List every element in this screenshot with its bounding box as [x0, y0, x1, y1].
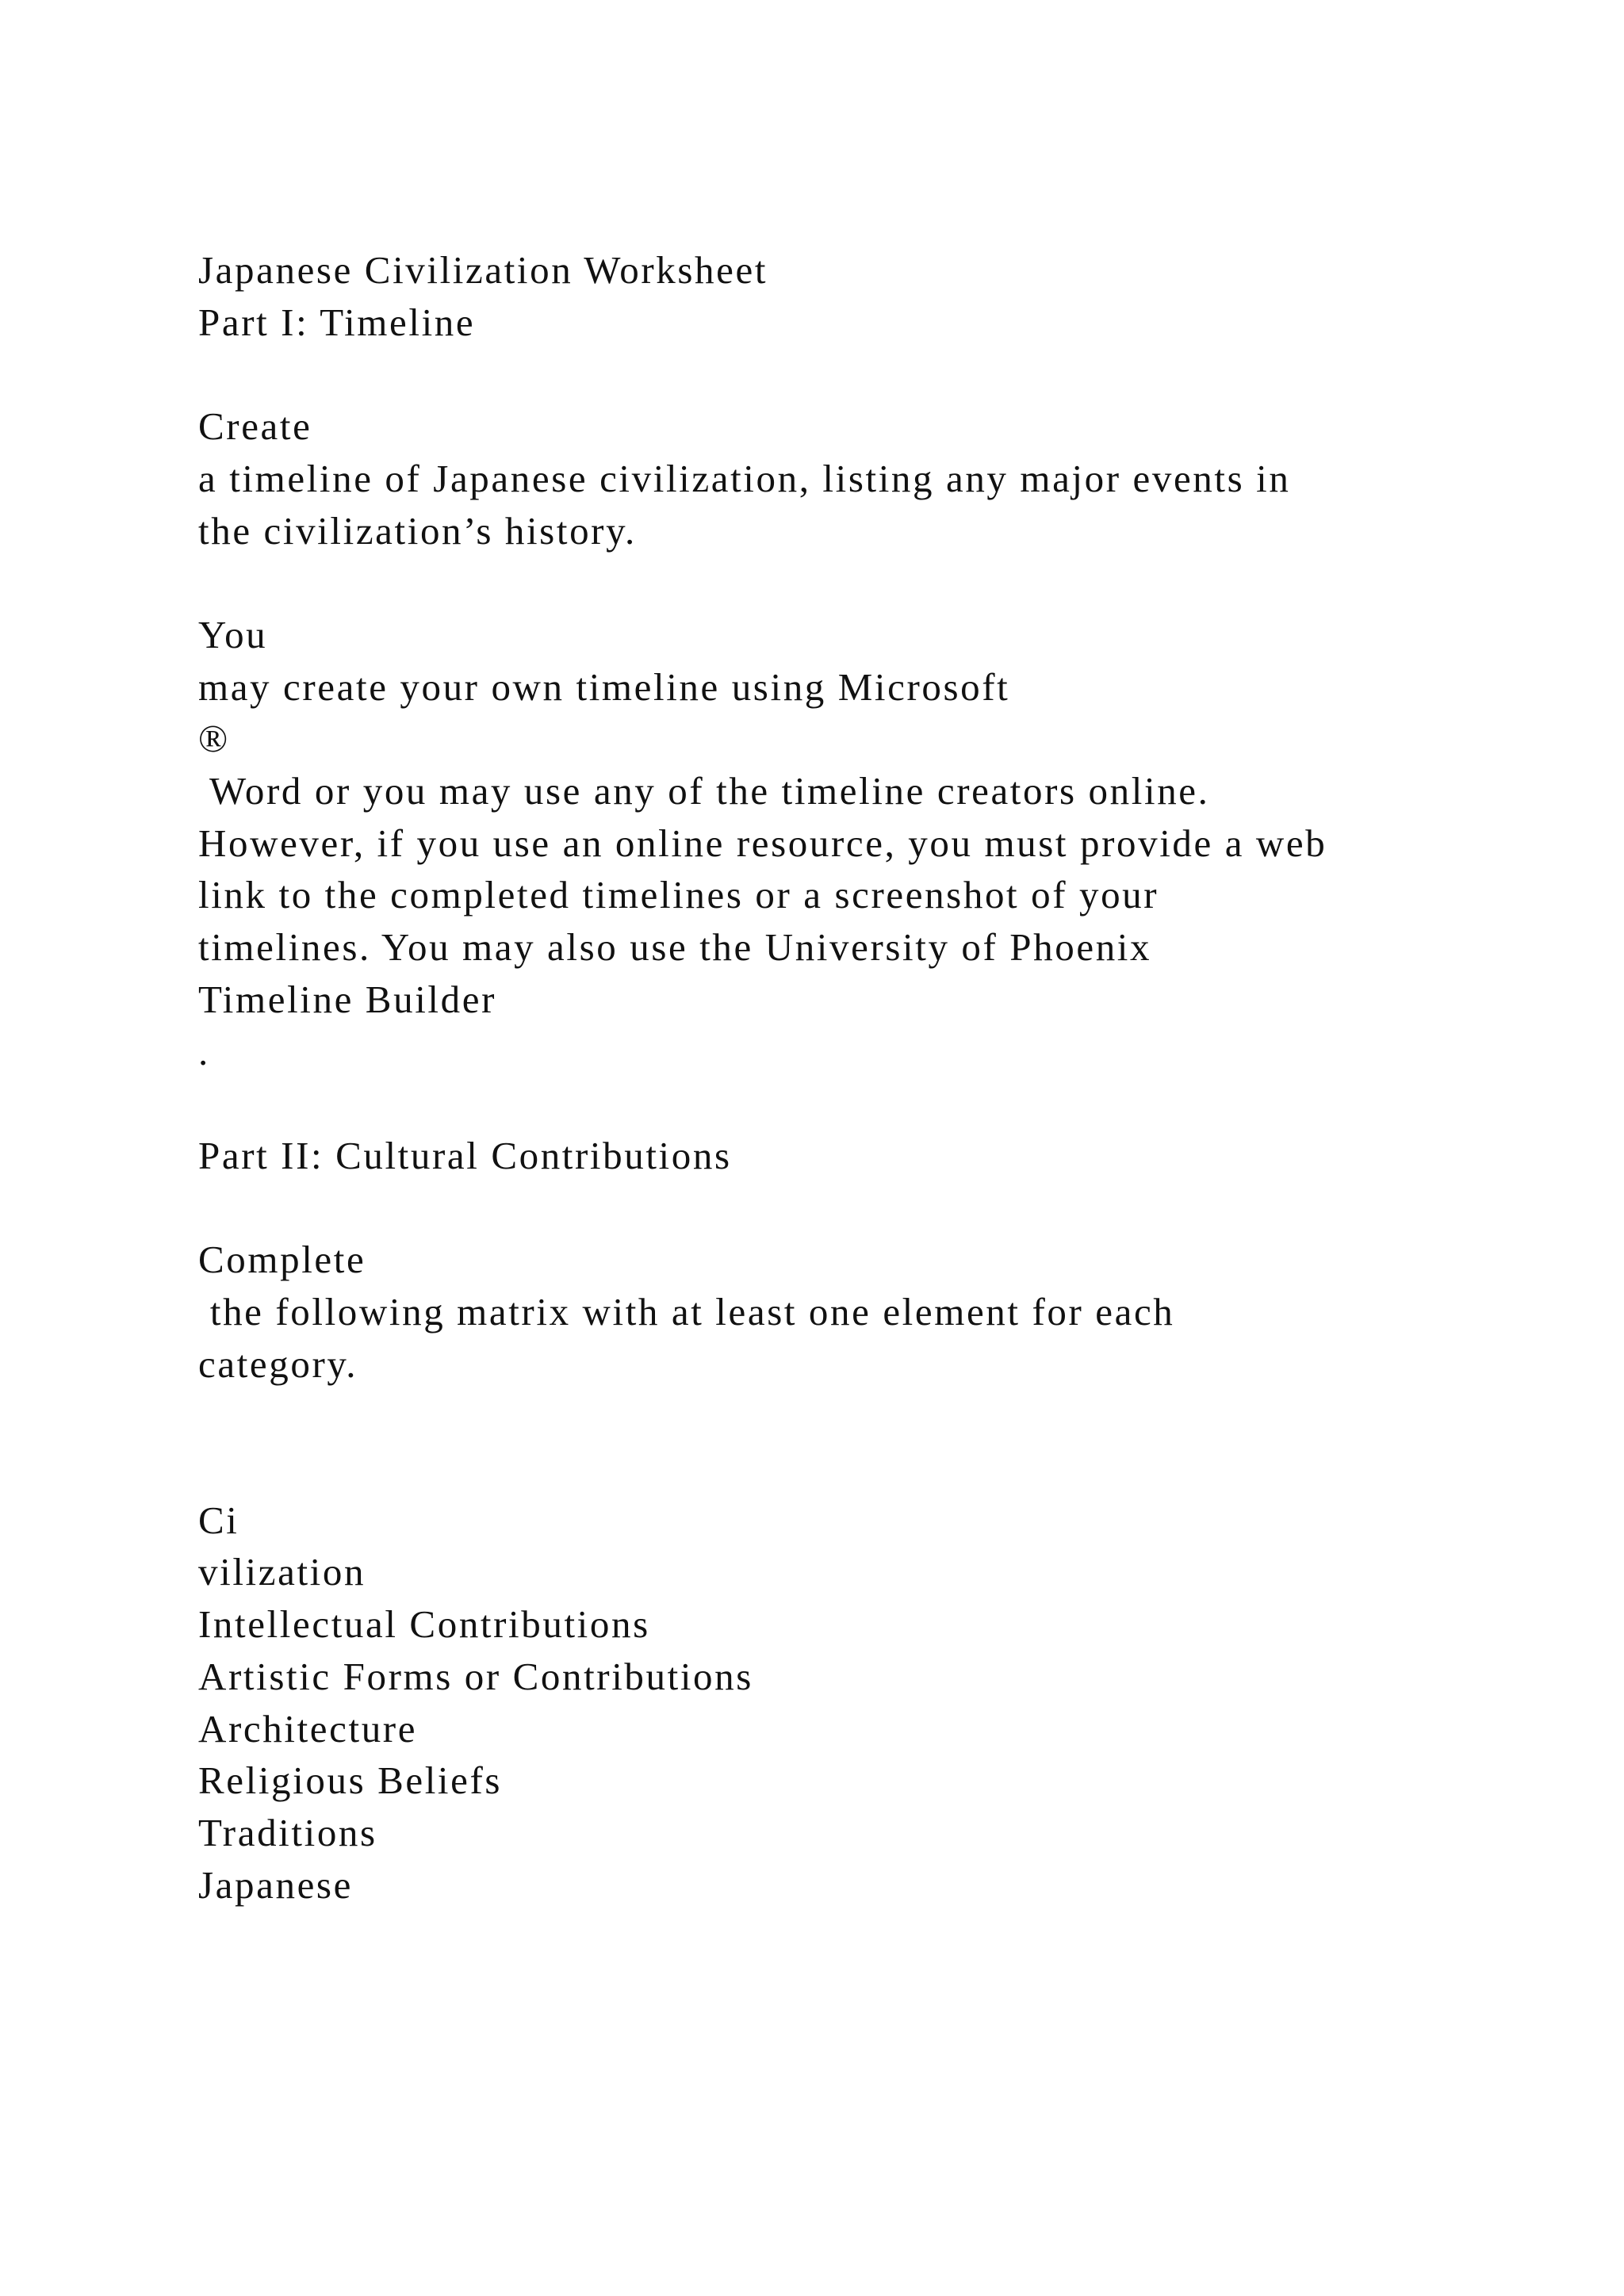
- part1-text-line: Create: [198, 404, 312, 449]
- part1-text-line: a timeline of Japanese civilization, listing any major events in: [198, 456, 1291, 500]
- part1-heading: Part I: Timeline: [198, 300, 476, 344]
- matrix-cell: Ci: [198, 1498, 239, 1542]
- document-body: [198, 244, 1546, 1911]
- document-title: Japanese Civilization Worksheet: [198, 248, 768, 292]
- matrix-cell: Religious Beliefs: [198, 1758, 503, 1803]
- matrix-cell: Artistic Forms or Contributions: [198, 1654, 753, 1698]
- spacer: [198, 1077, 1546, 1130]
- registered-symbol: ®: [198, 717, 230, 761]
- matrix-cell: vilization: [198, 1550, 366, 1594]
- matrix-cell: Traditions: [198, 1811, 377, 1854]
- spacer: [198, 1182, 1546, 1234]
- part2-heading: Part II: Cultural Contributions: [198, 1133, 732, 1177]
- part1-text-line: You: [198, 612, 268, 656]
- spacer: [198, 1442, 1546, 1494]
- part1-text-line: timelines. You may also use the University of Phoenix: [198, 925, 1152, 970]
- part1-text-line: However, if you use an online resource, you must provide a web: [198, 821, 1327, 865]
- part1-text-line: Timeline Builder: [198, 977, 496, 1021]
- part1-text-line: the civilization’s history.: [198, 508, 637, 553]
- matrix-cell: Japanese: [198, 1862, 353, 1907]
- spacer: [198, 1390, 1546, 1442]
- part2-text-line: Complete: [198, 1238, 366, 1282]
- part2-text-line: the following matrix with at least one element for each: [198, 1290, 1175, 1334]
- spacer: [198, 557, 1546, 609]
- part1-text-line: .: [198, 1029, 210, 1073]
- matrix-cell: Intellectual Contributions: [198, 1602, 650, 1647]
- spacer: [198, 348, 1546, 400]
- part1-text-line: may create your own timeline using Microsoft: [198, 664, 1010, 709]
- part1-text-line: Word or you may use any of the timeline creators online.: [198, 769, 1210, 813]
- part1-text-line: link to the completed timelines or a screenshot of your: [198, 873, 1159, 917]
- matrix-cell: Architecture: [198, 1706, 418, 1751]
- part2-text-line: category.: [198, 1341, 358, 1386]
